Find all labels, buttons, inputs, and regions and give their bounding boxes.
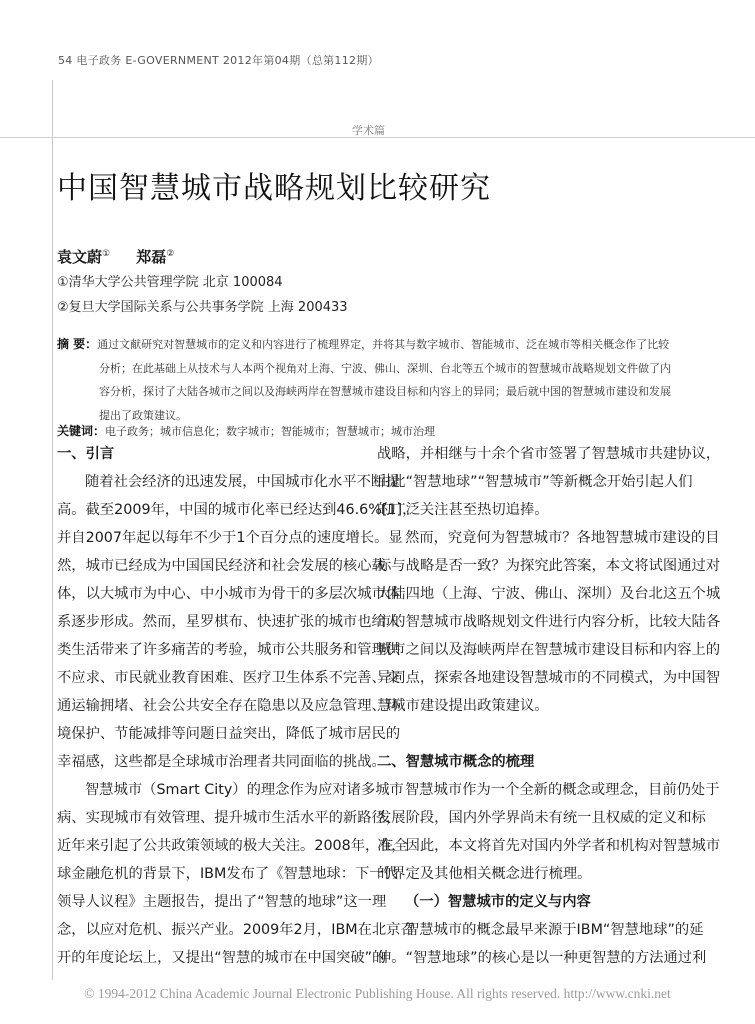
- author-name: 袁文蔚: [57, 248, 103, 266]
- keywords-text: 电子政务；城市信息化；数字城市；智能城市；智慧城市；城市治理: [105, 425, 436, 438]
- text-line: 智慧城市的概念最早来源于IBM“智慧地球”的延: [405, 922, 704, 938]
- text-line: 通运输拥堵、社会公共安全存在隐患以及应急管理、环: [57, 698, 401, 714]
- abstract-line: 提出了政策建议。: [99, 408, 187, 422]
- paragraph: [377, 524, 721, 720]
- text-line: 由此“智慧地球”“智慧城市”等新概念开始引起人们: [377, 474, 693, 490]
- text-line: 然，城市已经成为中国国民经济和社会发展的核心载: [57, 558, 386, 574]
- paragraph: [377, 916, 707, 972]
- text-line: 高。截至2009年，中国的城市化率已经达到46.6%[1]，: [57, 502, 417, 518]
- affiliation: ①清华大学公共管理学院 北京 100084: [57, 275, 283, 290]
- text-line: 不应求、市民就业教育困难、医疗卫生体系不完善、交: [57, 670, 401, 686]
- text-line: 的界定及其他相关概念进行梳理。: [377, 866, 592, 882]
- text-line: 领导人议程》主题报告，提出了“智慧的地球”这一理: [57, 894, 387, 910]
- keywords-label: 关键词：: [57, 424, 106, 438]
- text-line: 的广泛关注甚至热切追捧。: [377, 502, 549, 518]
- section-tag: 学术篇: [352, 124, 385, 137]
- author-mark: ②: [166, 249, 175, 259]
- section-heading: 二、智慧城市概念的梳理: [377, 754, 535, 770]
- text-line: 开的年度论坛上，又提出“智慧的城市在中国突破”的: [57, 950, 387, 966]
- text-line: 体，以大城市为中心、中小城市为骨干的多层次城市体: [57, 586, 401, 602]
- paragraph: [377, 776, 721, 888]
- text-line: 然而，究竟何为智慧城市？各地智慧城市建设的目: [405, 530, 720, 546]
- text-line: 随着社会经济的迅速发展，中国城市化水平不断提: [85, 474, 400, 490]
- margin-rule: [52, 80, 53, 980]
- abstract-line: 容分析，探讨了大陆各城市之间以及海峡两岸在智慧城市建设目标和内容上的异同；最后就中国的智慧城市建设和发展: [99, 385, 671, 398]
- text-line: 智慧城市作为一个全新的概念或理念，目前仍处于: [405, 782, 720, 798]
- paragraph: [57, 468, 417, 776]
- article-title: 中国智慧城市战略规划比较研究: [57, 171, 491, 206]
- text-line: 念，以应对危机、振兴产业。2009年2月，IBM在北京召: [57, 922, 415, 938]
- text-line: 准，因此，本文将首先对国内外学者和机构对智慧城市: [377, 838, 721, 854]
- abstract: [57, 333, 697, 427]
- authors: [57, 246, 174, 267]
- text-line: 市的智慧城市战略规划文件进行内容分析，比较大陆各: [377, 614, 721, 630]
- left-column: [57, 440, 417, 972]
- text-line: 发展阶段，国内外学界尚未有统一且权威的定义和标: [377, 810, 706, 826]
- subsection-heading: （一）智慧城市的定义与内容: [405, 894, 591, 910]
- text-line: 伸。“智慧地球”的核心是以一种更智慧的方法通过利: [377, 950, 707, 966]
- section-heading: 一、引言: [57, 446, 115, 462]
- right-column: [377, 440, 721, 972]
- affiliation: ②复旦大学国际关系与公共事务学院 上海 200433: [57, 300, 348, 315]
- author-mark: ①: [102, 249, 111, 259]
- text-line: 标与战略是否一致？为探究此答案，本文将试图通过对: [377, 558, 721, 574]
- text-line: 异同点，探索各地建设智慧城市的不同模式，为中国智: [377, 670, 721, 686]
- text-line: 近年来引起了公共政策领域的极大关注。2008年，在全: [57, 838, 408, 854]
- text-line: 战略，并相继与十余个省市签署了智慧城市共建协议，: [377, 446, 721, 462]
- text-line: 慧城市建设提出政策建议。: [377, 698, 549, 714]
- paragraph: [377, 440, 721, 524]
- abstract-line: 分析；在此基础上从技术与人本两个视角对上海、宁波、佛山、深圳、台北等五个城市的智慧城市战略规划文件做了内: [99, 361, 671, 375]
- text-line: 幸福感，这些都是全球城市治理者共同面临的挑战。: [57, 754, 386, 770]
- text-line: 智慧城市（Smart City）的理念作为应对诸多城市: [85, 782, 404, 798]
- abstract-line: 通过文献研究对智慧城市的定义和内容进行了梳理界定，并将其与数字城市、智能城市、泛在城市等相关概念作了比较: [97, 338, 670, 351]
- author-name: 郑磊: [136, 248, 167, 266]
- keywords: [57, 422, 435, 439]
- text-line: 类生活带来了许多痛苦的考验，城市公共服务和管理供: [57, 642, 401, 658]
- text-line: 系逐步形成。然而，星罗棋布、快速扩张的城市也给人: [57, 614, 401, 630]
- text-line: 并自2007年起以每年不少于1个百分点的速度增长。显: [57, 530, 403, 546]
- paragraph: [57, 776, 415, 972]
- text-line: 城市之间以及海峡两岸在智慧城市建设目标和内容上的: [377, 642, 721, 658]
- text-line: 球金融危机的背景下，IBM发布了《智慧地球：下一代: [57, 866, 398, 882]
- text-line: 病、实现城市有效管理、提升城市生活水平的新路径，: [57, 810, 401, 826]
- copyright-footer: © 1994-2012 China Academic Journal Electronic Publishing House. All rights reserved. http://www.cnki.net: [84, 986, 671, 1001]
- abstract-label: 摘 要：: [57, 337, 98, 351]
- running-header: 54 电子政务 E-GOVERNMENT 2012年第04期（总第112期）: [58, 54, 379, 67]
- text-line: 大陆四地（上海、宁波、佛山、深圳）及台北这五个城: [377, 586, 721, 602]
- text-line: 境保护、节能减排等问题日益突出，降低了城市居民的: [57, 726, 401, 742]
